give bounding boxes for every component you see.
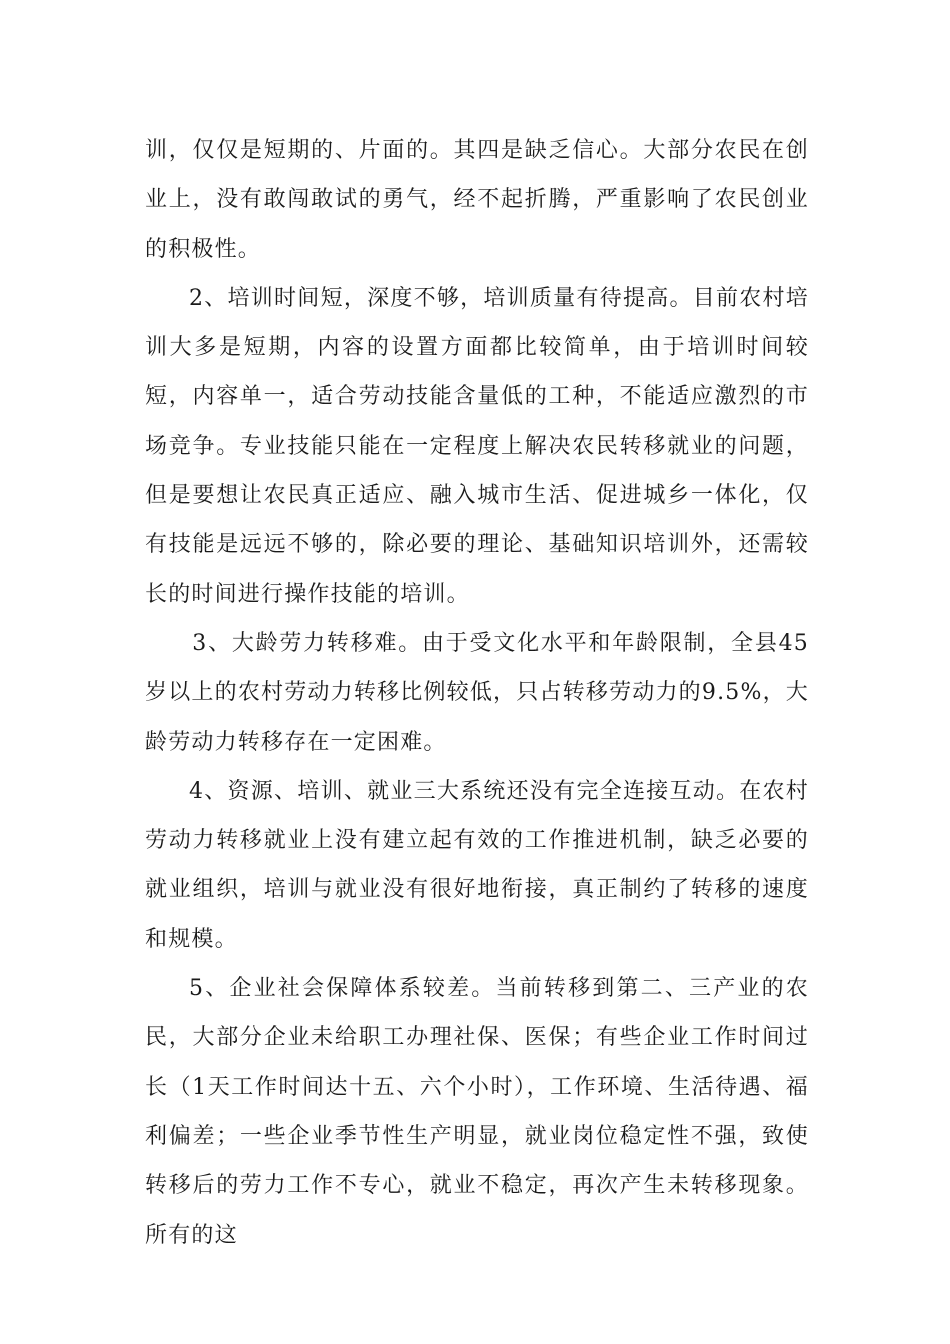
paragraph-item-3: 3、大龄劳力转移难。由于受文化水平和年龄限制，全县45岁以上的农村劳动力转移比例较低，只占转移劳动力的9.5%，大龄劳动力转移存在一定困难。 xyxy=(145,630,809,755)
paragraph-continuation: 训，仅仅是短期的、片面的。其四是缺乏信心。大部分农民在创业上，没有敢闯敢试的勇气，经不起折腾，严重影响了农民创业的积极性。 xyxy=(145,138,809,262)
paragraph-item-5: 5、企业社会保障体系较差。当前转移到第二、三产业的农民，大部分企业未给职工办理社保、医保；有些企业工作时间过长（1天工作时间达十五、六个小时），工作环境、生活待遇、福利偏差；一些企业季节性生产明显，就业岗位稳定性不强，致使转移后的劳力工作不专心，就业不稳定，再次产生未转移现象。所有的这 xyxy=(145,976,809,1248)
document-body xyxy=(145,126,809,1260)
paragraph-item-2: 2、培训时间短，深度不够，培训质量有待提高。目前农村培训大多是短期，内容的设置方面都比较简单，由于培训时间较短，内容单一，适合劳动技能含量低的工种，不能适应激烈的市场竞争。专业技能只能在一定程度上解决农民转移就业的问题，但是要想让农民真正适应、融入城市生活、促进城乡一体化，仅有技能是远远不够的，除必要的理论、基础知识培训外，还需较长的时间进行操作技能的培训。 xyxy=(145,285,809,607)
paragraph-item-4: 4、资源、培训、就业三大系统还没有完全连接互动。在农村劳动力转移就业上没有建立起有效的工作推进机制，缺乏必要的就业组织，培训与就业没有很好地衔接，真正制约了转移的速度和规模。 xyxy=(145,778,809,952)
